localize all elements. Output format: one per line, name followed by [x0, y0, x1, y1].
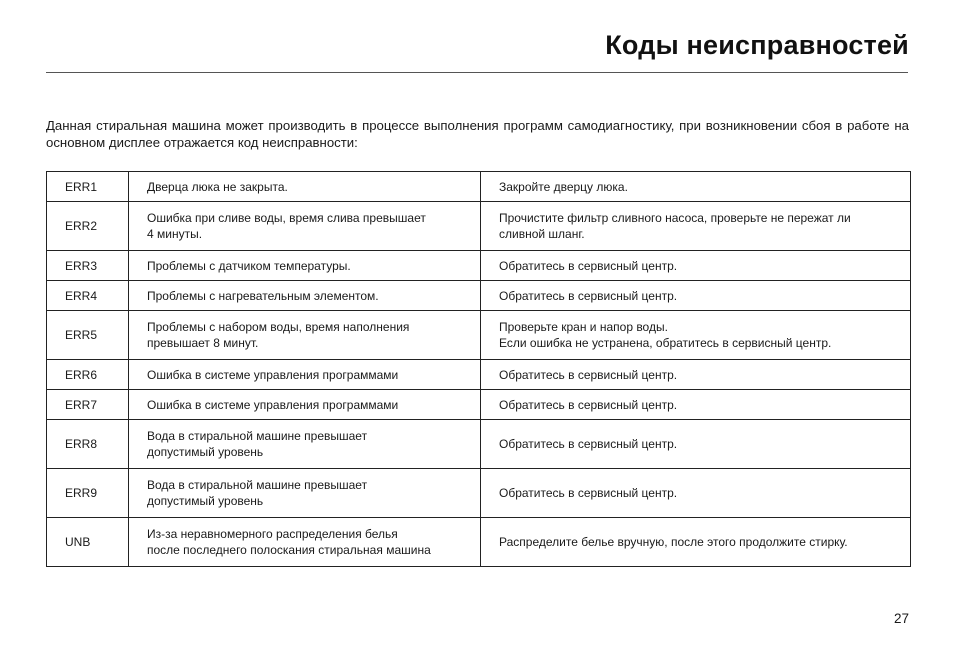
error-description-cell: Проблемы с нагревательным элементом. [129, 281, 481, 311]
page-title: Коды неисправностей [605, 30, 909, 60]
table-row-err9 [47, 469, 911, 518]
error-action-cell: Обратитесь в сервисный центр. [481, 251, 911, 281]
error-description-cell: Ошибка в системе управления программами [129, 390, 481, 420]
table-row-err4 [47, 281, 911, 311]
error-code-cell: ERR9 [47, 469, 129, 518]
error-code-cell: ERR4 [47, 281, 129, 311]
error-code-cell: ERR8 [47, 420, 129, 469]
error-action-cell: Проверьте кран и напор воды. Если ошибка не устранена, обратитесь в сервисный центр. [481, 311, 911, 360]
error-description-cell: Дверца люка не закрыта. [129, 172, 481, 202]
error-action-cell: Прочистите фильтр сливного насоса, проверьте не пережат ли сливной шланг. [481, 202, 911, 251]
table-row-err3 [47, 251, 911, 281]
error-description-cell: Ошибка в системе управления программами [129, 360, 481, 390]
error-action-cell: Обратитесь в сервисный центр. [481, 390, 911, 420]
error-action-cell: Распределите белье вручную, после этого продолжите стирку. [481, 518, 911, 567]
table-row-err2 [47, 202, 911, 251]
error-description-cell: Проблемы с датчиком температуры. [129, 251, 481, 281]
error-description-cell: Ошибка при сливе воды, время слива превышает 4 минуты. [129, 202, 481, 251]
error-code-cell: ERR6 [47, 360, 129, 390]
error-description-cell: Вода в стиральной машине превышает допустимый уровень [129, 469, 481, 518]
table-row-err6 [47, 360, 911, 390]
error-action-cell: Обратитесь в сервисный центр. [481, 360, 911, 390]
page-number: 27 [893, 611, 909, 626]
table-row-err5 [47, 311, 911, 360]
error-action-cell: Обратитесь в сервисный центр. [481, 281, 911, 311]
error-code-cell: ERR7 [47, 390, 129, 420]
error-action-cell: Обратитесь в сервисный центр. [481, 420, 911, 469]
error-code-cell: ERR2 [47, 202, 129, 251]
error-code-cell: ERR1 [47, 172, 129, 202]
error-description-cell: Из-за неравномерного распределения белья после последнего полоскания стиральная машина [129, 518, 481, 567]
table-row-err1 [47, 172, 911, 202]
error-action-cell: Закройте дверцу люка. [481, 172, 911, 202]
error-description-cell: Проблемы с набором воды, время наполнения превышает 8 минут. [129, 311, 481, 360]
table-row-err8 [47, 420, 911, 469]
error-code-cell: ERR3 [47, 251, 129, 281]
error-codes-table [46, 171, 911, 567]
title-divider [46, 72, 908, 73]
table-row-unb [47, 518, 911, 567]
error-code-cell: UNB [47, 518, 129, 567]
intro-paragraph: Данная стиральная машина может производить в процессе выполнения программ самодиагностику, при возникновении сбоя в работе на основном дисплее отражается код неисправности: [46, 118, 909, 150]
table-row-err7 [47, 390, 911, 420]
error-description-cell: Вода в стиральной машине превышает допустимый уровень [129, 420, 481, 469]
error-action-cell: Обратитесь в сервисный центр. [481, 469, 911, 518]
error-code-cell: ERR5 [47, 311, 129, 360]
